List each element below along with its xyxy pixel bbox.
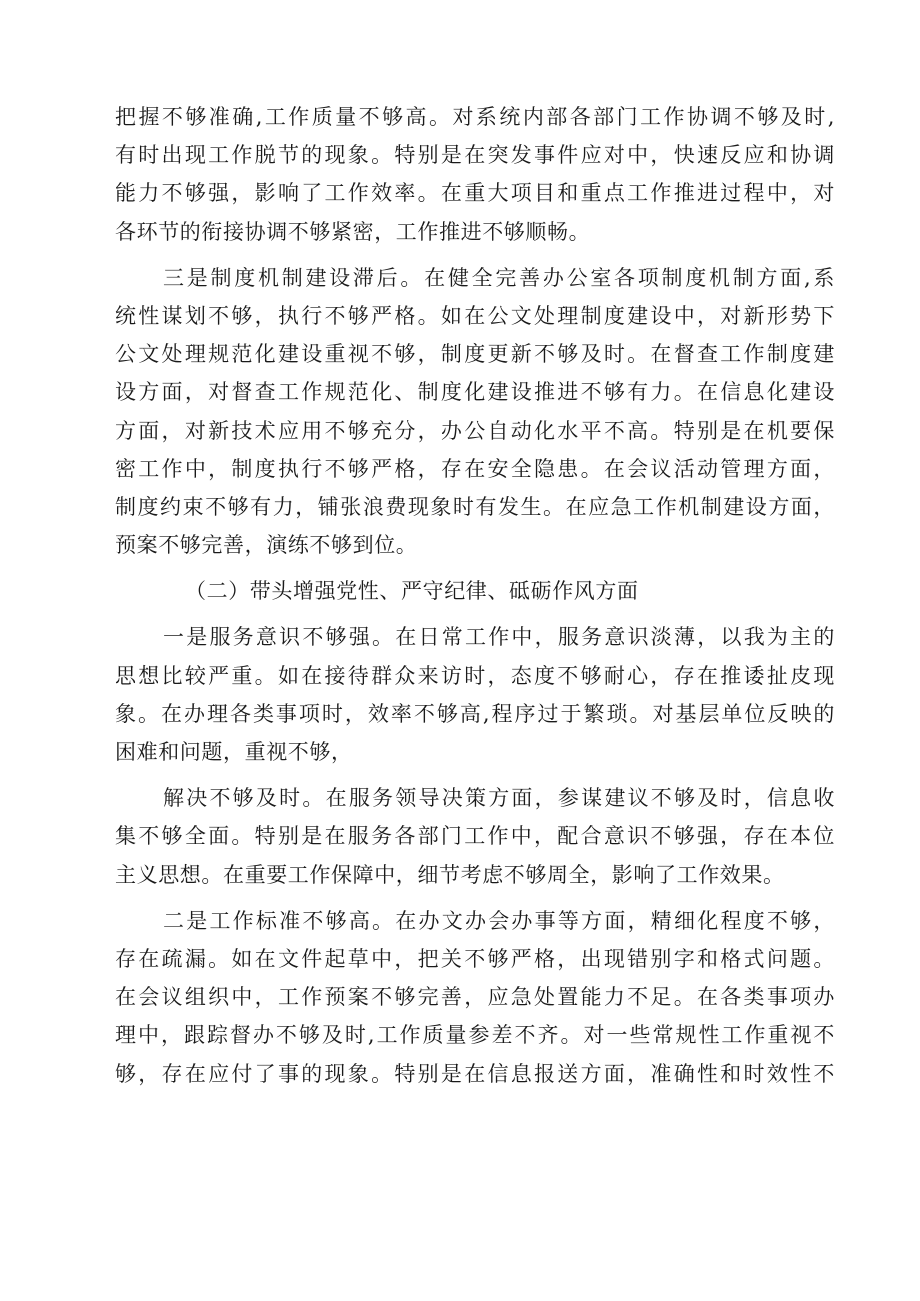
text-line: 设方面，对督查工作规范化、制度化建设推进不够有力。在信息化建设	[115, 380, 835, 405]
text-line: 够，存在应付了事的现象。特别是在信息报送方面，准确性和时效性不	[115, 1061, 835, 1086]
text-line: 各环节的衔接协调不够紧密，工作推进不够顺畅。	[115, 219, 591, 244]
text-line: 存在疏漏。如在文件起草中，把关不够严格，出现错别字和格式问题。	[115, 946, 835, 971]
text-line: 预案不够完善，演练不够到位。	[115, 533, 418, 558]
text-line: 在会议组织中，工作预案不够完善，应急处置能力不足。在各类事项办	[115, 985, 835, 1010]
text-line: 象。在办理各类事项时，效率不够高,程序过于繁琐。对基层单位反映的	[115, 701, 835, 726]
document-body	[115, 98, 835, 1093]
text-line: 困难和问题，重视不够，	[115, 740, 353, 764]
text-line: 统性谋划不够，执行不够严格。如在公文处理制度建设中，对新形势下	[115, 303, 835, 328]
text-line: 制度约束不够有力，铺张浪费现象时有发生。在应急工作机制建设方面，	[115, 494, 835, 519]
text-line: 主义思想。在重要工作保障中，细节考虑不够周全，影响了工作效果。	[115, 862, 785, 887]
text-line: 公文处理规范化建设重视不够，制度更新不够及时。在督查工作制度建	[115, 342, 835, 367]
paragraph-system-mechanism	[115, 259, 835, 565]
section-heading-text: （二）带头增强党性、严守纪律、砥砺作风方面	[185, 579, 639, 604]
text-line: 一是服务意识不够强。在日常工作中，服务意识淡薄，以我为主的	[163, 625, 835, 650]
text-line: 有时出现工作脱节的现象。特别是在突发事件应对中，快速反应和协调	[115, 143, 835, 168]
text-line: 方面，对新技术应用不够充分，办公自动化水平不高。特别是在机要保	[115, 418, 835, 443]
text-line: 能力不够强，影响了工作效率。在重大项目和重点工作推进过程中，对	[115, 181, 835, 206]
text-line: 三是制度机制建设滞后。在健全完善办公室各项制度机制方面,系	[163, 265, 835, 290]
paragraph-service-awareness	[115, 618, 835, 771]
paragraph-work-standards	[115, 902, 835, 1093]
text-line: 把握不够准确,工作质量不够高。对系统内部各部门工作协调不够及时,	[115, 105, 835, 129]
text-line: 思想比较严重。如在接待群众来访时，态度不够耐心，存在推诿扯皮现	[115, 663, 835, 688]
text-line: 集不够全面。特别是在服务各部门工作中，配合意识不够强，存在本位	[115, 824, 835, 849]
text-line: 理中，跟踪督办不够及时,工作质量参差不齐。对一些常规性工作重视不	[115, 1023, 835, 1048]
text-line: 解决不够及时。在服务领导决策方面，参谋建议不够及时，信息收	[163, 786, 835, 811]
paragraph-decision-service	[115, 779, 835, 894]
paragraph-continuation	[115, 98, 835, 251]
text-line: 二是工作标准不够高。在办文办会办事等方面，精细化程度不够，	[163, 908, 835, 933]
text-line: 密工作中，制度执行不够严格，存在安全隐患。在会议活动管理方面，	[115, 456, 835, 481]
section-heading	[115, 572, 835, 610]
